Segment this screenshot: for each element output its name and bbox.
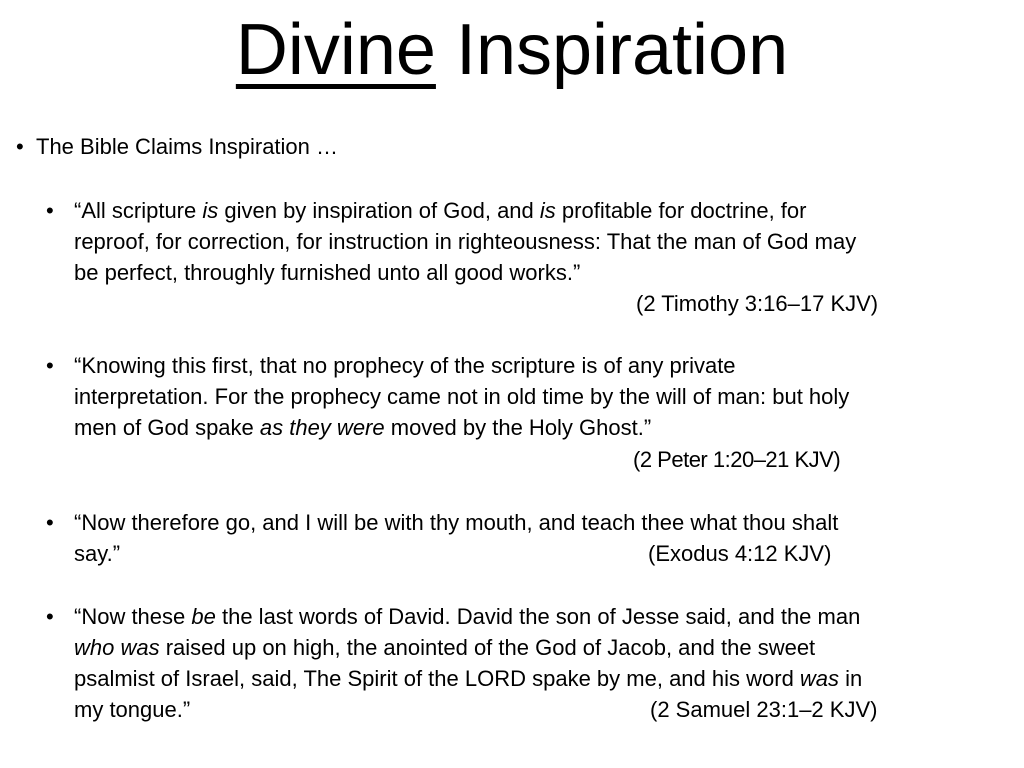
quote-line bbox=[74, 632, 1024, 663]
quote-line: “Knowing this first, that no prophecy of the scripture is of any private bbox=[74, 353, 736, 378]
quote-italic: is bbox=[202, 198, 219, 223]
quote-italic: be bbox=[191, 604, 216, 629]
quote-line: be perfect, throughly furnished unto all good works.” bbox=[74, 260, 581, 285]
quote-line: interpretation. For the prophecy came not in old time by the will of man: but holy bbox=[74, 384, 850, 409]
quote-line: “Now therefore go, and I will be with thy mouth, and teach thee what thou shalt bbox=[74, 510, 839, 535]
quote-text: “All scripture bbox=[74, 198, 203, 223]
quote-italic: as they were bbox=[259, 415, 385, 440]
main-bullet-text: The Bible Claims Inspiration … bbox=[36, 134, 339, 159]
bullet-dot-icon: • bbox=[46, 353, 54, 378]
quote-line: say.” bbox=[74, 541, 121, 566]
main-bullet bbox=[16, 130, 338, 164]
bullet-dot-icon: • bbox=[46, 198, 54, 223]
quote-text: given by inspiration of God, and bbox=[218, 198, 540, 223]
scripture-item-2-timothy bbox=[46, 195, 1010, 288]
bullet-dot-icon: • bbox=[46, 604, 54, 629]
quote-text: “Now these bbox=[74, 604, 192, 629]
quote-text: psalmist of Israel, said, The Spirit of the LORD spake by me, and his word bbox=[74, 666, 800, 691]
title-word-inspiration: Inspiration bbox=[455, 10, 789, 90]
scripture-reference-2-peter: (2 Peter 1:20–21 KJV) bbox=[633, 447, 841, 472]
scripture-reference-exodus: (Exodus 4:12 KJV) bbox=[648, 541, 832, 566]
quote-text: profitable for doctrine, for bbox=[555, 198, 807, 223]
scripture-reference-2-timothy: (2 Timothy 3:16–17 KJV) bbox=[636, 291, 879, 316]
quote-text: men of God spake bbox=[74, 415, 260, 440]
quote-italic: is bbox=[539, 198, 556, 223]
quote-line bbox=[74, 412, 1024, 443]
quote-italic: was bbox=[799, 666, 840, 691]
quote-text: in bbox=[839, 666, 863, 691]
bullet-dot-icon: • bbox=[16, 134, 24, 159]
title-word-divine: Divine bbox=[235, 10, 436, 90]
slide-title bbox=[0, 8, 1024, 92]
scripture-item-exodus bbox=[46, 507, 1010, 569]
quote-line bbox=[74, 663, 1024, 694]
quote-italic: who was bbox=[74, 635, 160, 660]
quote-text: the last words of David. David the son of Jesse said, and the man bbox=[215, 604, 861, 629]
quote-text: moved by the Holy Ghost.” bbox=[384, 415, 652, 440]
bullet-dot-icon: • bbox=[46, 510, 54, 535]
quote-line bbox=[74, 195, 1024, 226]
quote-line: my tongue.” bbox=[74, 697, 191, 722]
scripture-reference-2-samuel: (2 Samuel 23:1–2 KJV) bbox=[650, 697, 878, 722]
quote-line bbox=[74, 601, 1024, 632]
quote-text: raised up on high, the anointed of the God of Jacob, and the sweet bbox=[159, 635, 816, 660]
scripture-item-2-peter bbox=[46, 350, 1010, 443]
quote-line: reproof, for correction, for instruction in righteousness: That the man of God may bbox=[74, 229, 857, 254]
